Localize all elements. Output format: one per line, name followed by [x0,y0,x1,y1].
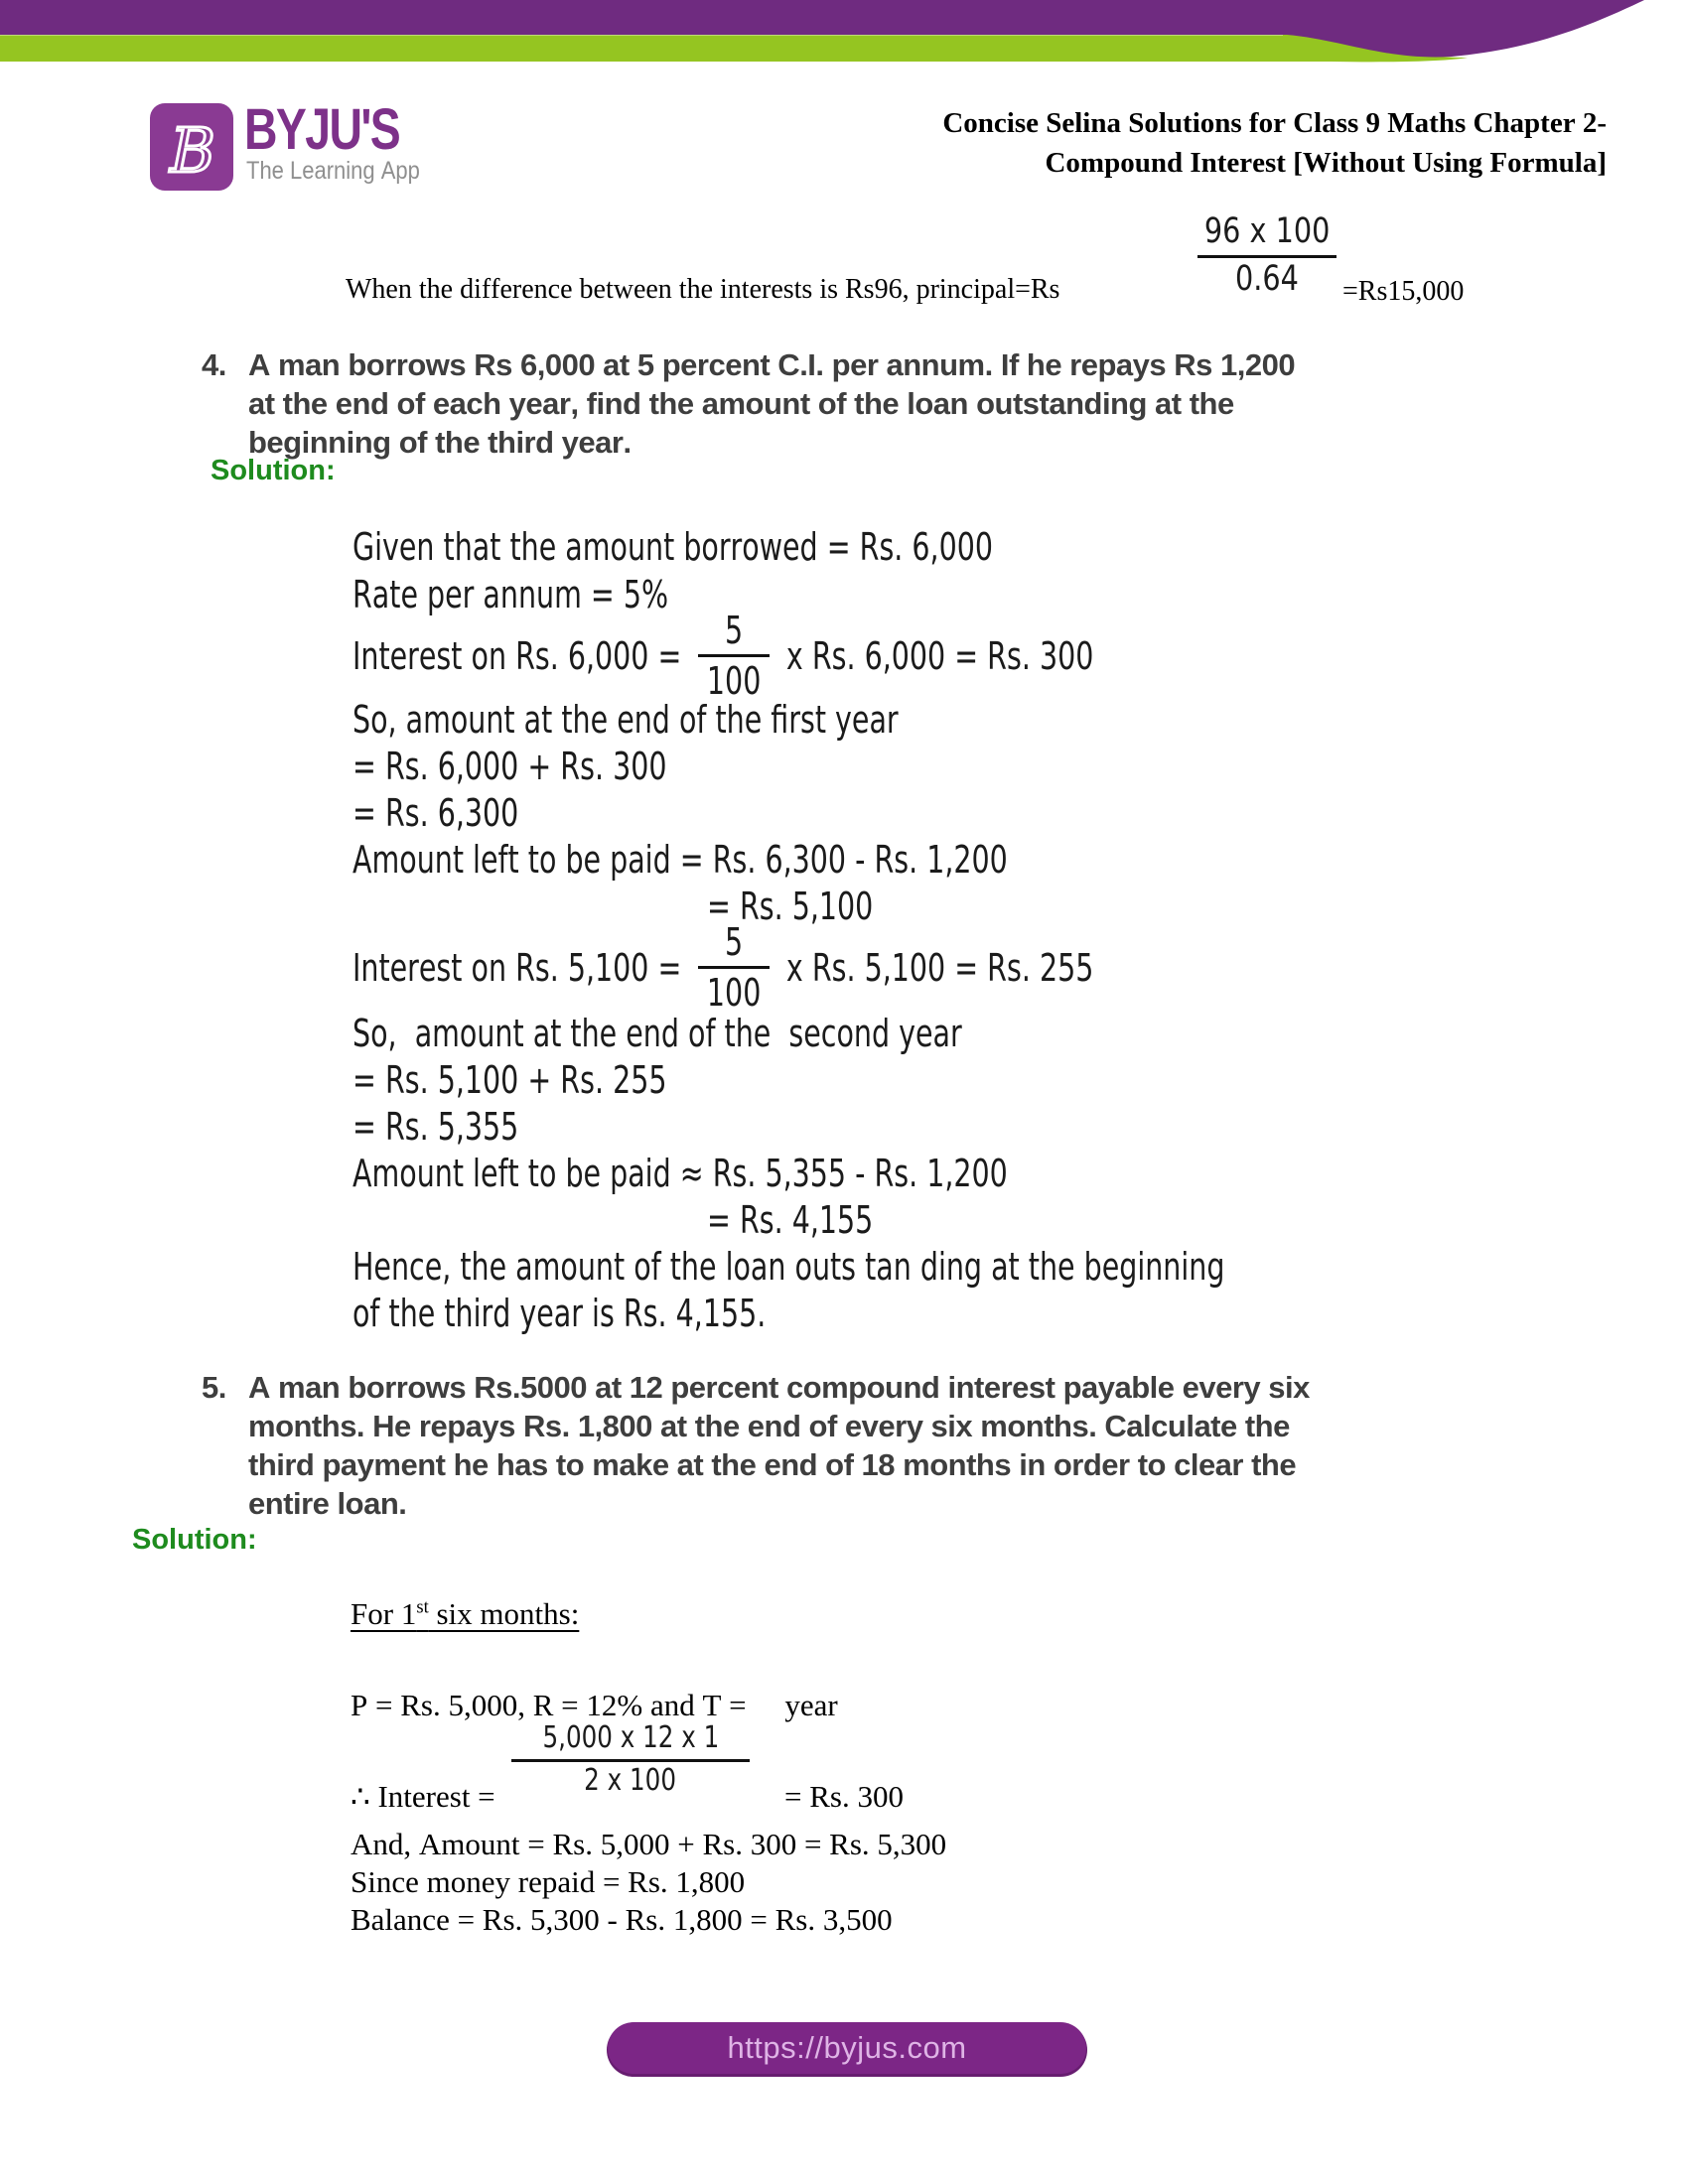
q4-sol-line: So, amount at the end of the first year [352,698,899,742]
heading-prefix: For 1 [351,1596,417,1631]
byjus-url-button[interactable] [608,2022,1086,2074]
fraction-bar [511,1759,750,1762]
byjus-url-label: https://byjus.com [727,2030,967,2065]
q5-fraction [511,1720,750,1798]
intro-fraction-numerator: 96 x 100 [1203,211,1331,251]
q5-number: 5. [202,1370,226,1405]
q4-sol-line: of the third year is Rs. 4,155. [352,1292,767,1335]
doc-title-line1: Concise Selina Solutions for Class 9 Maths Chapter 2- [942,107,1607,139]
q4-sol-line: So, amount at the end of the second year [352,1012,962,1055]
q5-sol-line: Since money repaid = Rs. 1,800 [351,1864,746,1899]
green-swoosh [0,35,1468,62]
q5-sol-heading [351,1596,579,1632]
eq-prefix: Interest on Rs. 5,100 = [352,945,691,990]
intro-fraction-bar [1197,255,1336,258]
fraction [698,609,770,703]
q4-sol-line: = Rs. 5,100 + Rs. 255 [352,1058,667,1102]
doc-title-line2: Compound Interest [Without Using Formula] [1045,147,1607,179]
q4-sol-line: Hence, the amount of the loan outs tan ding at the beginning [352,1245,1225,1289]
q4-sol-line-indented: = Rs. 5,100 [707,885,874,928]
q4-sol-line: Amount left to be paid = Rs. 6,300 - Rs. 1,200 [352,838,1008,882]
brand-name: BYJU'S [244,97,400,162]
intro-fraction-denominator: 0.64 [1235,259,1299,299]
q5-line4: entire loan. [248,1486,407,1521]
fraction-numerator: 5,000 x 12 x 1 [542,1720,719,1755]
byjus-logo-icon [149,102,236,194]
fraction-denominator: 100 [698,654,770,700]
q4-sol-line: = Rs. 6,300 [352,791,519,835]
q4-sol-line: = Rs. 6,000 + Rs. 300 [352,745,667,788]
eq-prefix: Interest on Rs. 6,000 = [352,633,691,678]
q5-sol-interest-result: = Rs. 300 [784,1779,904,1814]
q4-line2: at the end of each year, find the amount of the loan outstanding at the [248,386,1234,421]
q4-sol-line: = Rs. 5,355 [352,1105,519,1149]
fraction-denominator: 100 [698,966,770,1012]
fraction [698,920,770,1015]
fraction-numerator: 5 [725,609,744,652]
q4-line3: beginning of the third year. [248,425,632,460]
q4-sol-line-indented: = Rs. 4,155 [707,1198,874,1242]
intro-result: =Rs15,000 [1342,276,1465,307]
eq-suffix: x Rs. 5,100 = Rs. 255 [776,945,1094,990]
logo-letter: B [170,114,215,187]
intro-sentence: When the difference between the interests is Rs96, principal=Rs [346,274,1060,305]
q5-line1: A man borrows Rs.5000 at 12 percent compound interest payable every six [248,1370,1310,1405]
q4-sol-line: Amount left to be paid ≈ Rs. 5,355 - Rs. 1,200 [352,1152,1008,1195]
fraction-numerator: 5 [725,920,744,964]
q4-sol-line: Given that the amount borrowed = Rs. 6,000 [352,525,994,569]
q4-sol-interest-eq1 [352,609,1094,703]
eq-suffix: x Rs. 6,000 = Rs. 300 [776,633,1094,678]
fraction-denominator: 2 x 100 [584,1763,677,1798]
heading-superscript: st [416,1596,429,1618]
q5-sol-p-line: P = Rs. 5,000, R = 12% and T = year [351,1688,838,1722]
q4-line1: A man borrows Rs 6,000 at 5 percent C.I. per annum. If he repays Rs 1,200 [248,347,1296,382]
q5-line3: third payment he has to make at the end of 18 months in order to clear the [248,1447,1297,1482]
q4-sol-interest-eq2 [352,920,1094,1015]
heading-suffix: six months: [428,1596,580,1631]
q5-line2: months. He repays Rs. 1,800 at the end of every six months. Calculate the [248,1409,1290,1443]
q4-solution-label: Solution: [211,455,336,486]
q4-number: 4. [202,347,226,382]
q5-sol-interest-prefix: ∴ Interest = [351,1779,503,1814]
intro-fraction [1194,211,1340,299]
q5-sol-line: Balance = Rs. 5,300 - Rs. 1,800 = Rs. 3,500 [351,1902,893,1937]
q4-sol-line: Rate per annum = 5% [352,573,669,616]
q5-solution-label: Solution: [132,1524,257,1556]
header-banner [0,0,1688,79]
brand-tagline: The Learning App [246,157,420,185]
q5-sol-line: And, Amount = Rs. 5,000 + Rs. 300 = Rs. 5,300 [351,1827,947,1861]
